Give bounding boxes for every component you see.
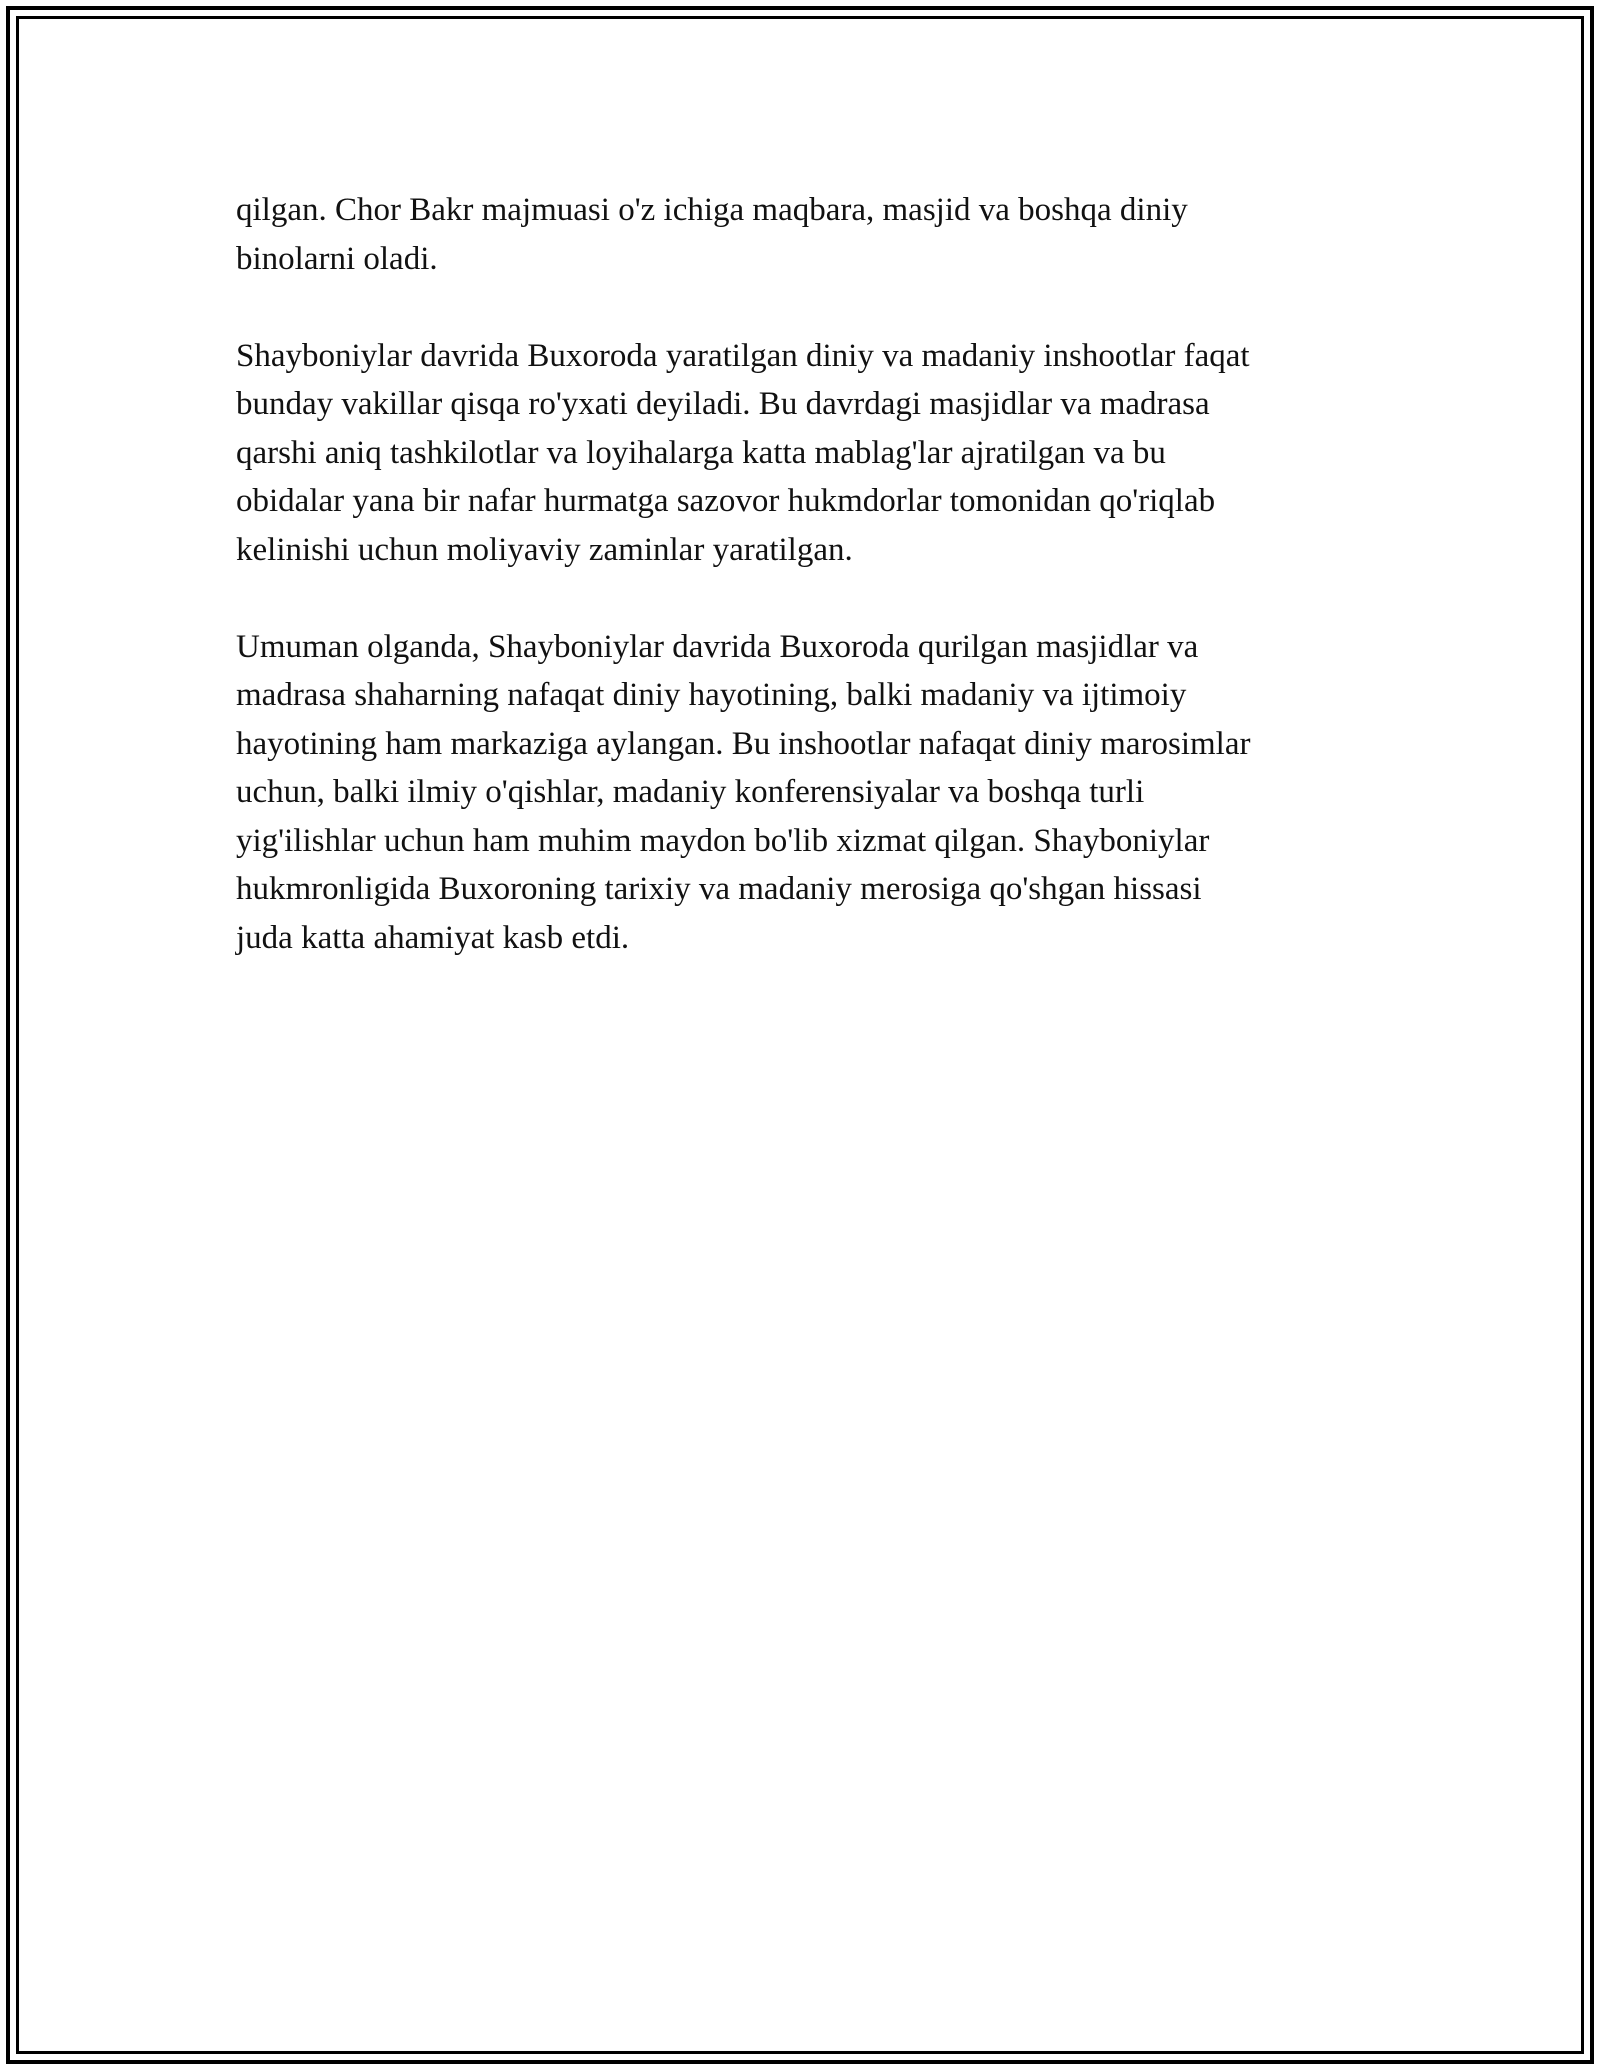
- text-line: Umuman olganda, Shayboniylar davrida Buxoroda qurilgan masjidlar va: [236, 628, 1199, 665]
- text-line: yig'ilishlar uchun ham muhim maydon bo'lib xizmat qilgan. Shayboniylar: [236, 822, 1210, 859]
- document-body: [236, 186, 1376, 1011]
- text-line: Shayboniylar davrida Buxoroda yaratilgan diniy va madaniy inshootlar faqat: [236, 337, 1250, 374]
- paragraph-1: [236, 186, 1376, 283]
- text-line: juda katta ahamiyat kasb etdi.: [236, 919, 630, 956]
- text-line: qilgan. Chor Bakr majmuasi o'z ichiga maqbara, masjid va boshqa diniy: [236, 192, 1188, 228]
- paragraph-3: [236, 623, 1376, 963]
- text-line: kelinishi uchun moliyaviy zaminlar yaratilgan.: [236, 531, 853, 568]
- text-line: binolarni oladi.: [236, 240, 438, 277]
- text-line: madrasa shaharning nafaqat diniy hayotining, balki madaniy va ijtimoiy: [236, 677, 1187, 713]
- text-line: uchun, balki ilmiy o'qishlar, madaniy konferensiyalar va boshqa turli: [236, 774, 1145, 810]
- text-line: hukmronligida Buxoroning tarixiy va madaniy merosiga qo'shgan hissasi: [236, 871, 1202, 907]
- text-line: qarshi aniq tashkilotlar va loyihalarga katta mablag'lar ajratilgan va bu: [236, 434, 1166, 471]
- paragraph-2: [236, 332, 1376, 575]
- text-line: bunday vakillar qisqa ro'yxati deyiladi. Bu davrdagi masjidlar va madrasa: [236, 386, 1210, 422]
- text-line: hayotining ham markaziga aylangan. Bu inshootlar nafaqat diniy marosimlar: [236, 725, 1251, 762]
- text-line: obidalar yana bir nafar hurmatga sazovor hukmdorlar tomonidan qo'riqlab: [236, 483, 1216, 519]
